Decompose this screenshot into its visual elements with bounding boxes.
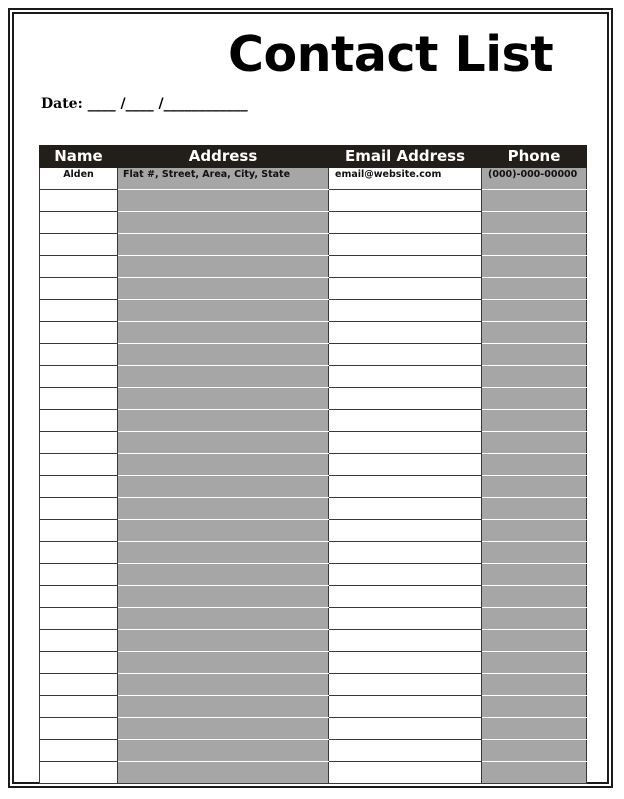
cell-address[interactable] xyxy=(118,476,329,498)
cell-email[interactable] xyxy=(329,234,482,256)
cell-email[interactable] xyxy=(329,498,482,520)
cell-name[interactable] xyxy=(40,234,118,256)
cell-phone[interactable] xyxy=(482,300,587,322)
cell-address[interactable] xyxy=(118,718,329,740)
table-row xyxy=(40,740,587,762)
cell-email[interactable] xyxy=(329,762,482,784)
cell-name[interactable] xyxy=(40,542,118,564)
cell-address[interactable] xyxy=(118,608,329,630)
cell-name[interactable] xyxy=(40,366,118,388)
cell-address[interactable]: Flat #, Street, Area, City, State xyxy=(118,168,329,190)
cell-address[interactable] xyxy=(118,388,329,410)
cell-phone[interactable] xyxy=(482,542,587,564)
cell-name[interactable]: Alden xyxy=(40,168,118,190)
column-header-email: Email Address xyxy=(329,146,482,168)
cell-name[interactable] xyxy=(40,256,118,278)
cell-name[interactable] xyxy=(40,278,118,300)
cell-address[interactable] xyxy=(118,630,329,652)
cell-address[interactable] xyxy=(118,366,329,388)
cell-address[interactable] xyxy=(118,674,329,696)
cell-name[interactable] xyxy=(40,498,118,520)
cell-name[interactable] xyxy=(40,718,118,740)
cell-name[interactable] xyxy=(40,300,118,322)
date-line xyxy=(41,94,248,114)
cell-address[interactable] xyxy=(118,696,329,718)
cell-email[interactable] xyxy=(329,740,482,762)
table-row xyxy=(40,586,587,608)
cell-address[interactable] xyxy=(118,278,329,300)
cell-email[interactable] xyxy=(329,410,482,432)
cell-email[interactable] xyxy=(329,674,482,696)
table-body xyxy=(40,168,587,784)
cell-address[interactable] xyxy=(118,520,329,542)
date-field[interactable]: ____ /____ /____________ xyxy=(82,96,248,112)
cell-address[interactable] xyxy=(118,762,329,784)
cell-phone[interactable] xyxy=(482,322,587,344)
cell-phone[interactable] xyxy=(482,630,587,652)
cell-address[interactable] xyxy=(118,498,329,520)
cell-phone[interactable] xyxy=(482,520,587,542)
cell-address[interactable] xyxy=(118,300,329,322)
cell-phone[interactable] xyxy=(482,652,587,674)
cell-email[interactable] xyxy=(329,476,482,498)
cell-address[interactable] xyxy=(118,322,329,344)
cell-name[interactable] xyxy=(40,476,118,498)
cell-phone[interactable] xyxy=(482,212,587,234)
table-header-row xyxy=(40,146,587,168)
cell-name[interactable] xyxy=(40,388,118,410)
cell-email[interactable] xyxy=(329,630,482,652)
column-header-name: Name xyxy=(40,146,118,168)
table-row xyxy=(40,454,587,476)
table-row xyxy=(40,652,587,674)
cell-name[interactable] xyxy=(40,740,118,762)
cell-email[interactable] xyxy=(329,564,482,586)
table-row xyxy=(40,322,587,344)
table-row xyxy=(40,344,587,366)
cell-email[interactable] xyxy=(329,212,482,234)
cell-email[interactable] xyxy=(329,520,482,542)
cell-name[interactable] xyxy=(40,674,118,696)
table-row xyxy=(40,674,587,696)
cell-email[interactable] xyxy=(329,542,482,564)
table-row xyxy=(40,432,587,454)
cell-address[interactable] xyxy=(118,542,329,564)
contact-table xyxy=(39,145,587,784)
cell-email[interactable] xyxy=(329,388,482,410)
date-label: Date: xyxy=(41,96,83,112)
cell-phone[interactable] xyxy=(482,410,587,432)
cell-address[interactable] xyxy=(118,190,329,212)
cell-email[interactable] xyxy=(329,278,482,300)
cell-address[interactable] xyxy=(118,652,329,674)
cell-phone[interactable] xyxy=(482,498,587,520)
table-row xyxy=(40,542,587,564)
cell-name[interactable] xyxy=(40,344,118,366)
table-row xyxy=(40,278,587,300)
table-row xyxy=(40,762,587,784)
cell-address[interactable] xyxy=(118,234,329,256)
cell-email[interactable]: email@website.com xyxy=(329,168,482,190)
table-row xyxy=(40,696,587,718)
cell-phone[interactable] xyxy=(482,564,587,586)
column-header-address: Address xyxy=(118,146,329,168)
cell-phone[interactable] xyxy=(482,234,587,256)
cell-name[interactable] xyxy=(40,630,118,652)
cell-name[interactable] xyxy=(40,564,118,586)
table-row xyxy=(40,234,587,256)
table-row xyxy=(40,520,587,542)
table-row xyxy=(40,256,587,278)
cell-phone[interactable] xyxy=(482,696,587,718)
table-row xyxy=(40,168,587,190)
cell-name[interactable] xyxy=(40,586,118,608)
cell-email[interactable] xyxy=(329,322,482,344)
cell-phone[interactable] xyxy=(482,608,587,630)
table-row xyxy=(40,564,587,586)
cell-email[interactable] xyxy=(329,586,482,608)
cell-email[interactable] xyxy=(329,256,482,278)
cell-phone[interactable] xyxy=(482,432,587,454)
cell-phone[interactable] xyxy=(482,740,587,762)
cell-name[interactable] xyxy=(40,696,118,718)
cell-name[interactable] xyxy=(40,212,118,234)
cell-email[interactable] xyxy=(329,432,482,454)
table-row xyxy=(40,476,587,498)
cell-phone[interactable] xyxy=(482,388,587,410)
cell-name[interactable] xyxy=(40,432,118,454)
cell-email[interactable] xyxy=(329,454,482,476)
cell-email[interactable] xyxy=(329,696,482,718)
cell-phone[interactable] xyxy=(482,278,587,300)
cell-phone[interactable] xyxy=(482,256,587,278)
cell-phone[interactable] xyxy=(482,190,587,212)
table-row xyxy=(40,630,587,652)
table-row xyxy=(40,190,587,212)
cell-phone[interactable] xyxy=(482,344,587,366)
cell-name[interactable] xyxy=(40,608,118,630)
page-title: Contact List xyxy=(228,26,554,83)
cell-email[interactable] xyxy=(329,300,482,322)
cell-phone[interactable] xyxy=(482,718,587,740)
cell-phone[interactable] xyxy=(482,454,587,476)
cell-name[interactable] xyxy=(40,652,118,674)
cell-address[interactable] xyxy=(118,410,329,432)
cell-phone[interactable] xyxy=(482,762,587,784)
cell-name[interactable] xyxy=(40,762,118,784)
table-row xyxy=(40,212,587,234)
cell-email[interactable] xyxy=(329,190,482,212)
cell-name[interactable] xyxy=(40,322,118,344)
cell-address[interactable] xyxy=(118,586,329,608)
cell-name[interactable] xyxy=(40,190,118,212)
table-row xyxy=(40,498,587,520)
cell-email[interactable] xyxy=(329,718,482,740)
table-row xyxy=(40,388,587,410)
cell-email[interactable] xyxy=(329,652,482,674)
cell-address[interactable] xyxy=(118,432,329,454)
table-row xyxy=(40,300,587,322)
table-row xyxy=(40,608,587,630)
table-row xyxy=(40,410,587,432)
column-header-phone: Phone xyxy=(482,146,587,168)
cell-email[interactable] xyxy=(329,366,482,388)
cell-name[interactable] xyxy=(40,454,118,476)
cell-address[interactable] xyxy=(118,212,329,234)
cell-address[interactable] xyxy=(118,564,329,586)
cell-name[interactable] xyxy=(40,410,118,432)
cell-phone[interactable]: (000)-000-00000 xyxy=(482,168,587,190)
table-row xyxy=(40,366,587,388)
cell-address[interactable] xyxy=(118,454,329,476)
table-row xyxy=(40,718,587,740)
cell-address[interactable] xyxy=(118,256,329,278)
cell-phone[interactable] xyxy=(482,476,587,498)
cell-phone[interactable] xyxy=(482,586,587,608)
cell-address[interactable] xyxy=(118,740,329,762)
cell-phone[interactable] xyxy=(482,674,587,696)
cell-email[interactable] xyxy=(329,608,482,630)
cell-address[interactable] xyxy=(118,344,329,366)
cell-phone[interactable] xyxy=(482,366,587,388)
cell-email[interactable] xyxy=(329,344,482,366)
cell-name[interactable] xyxy=(40,520,118,542)
